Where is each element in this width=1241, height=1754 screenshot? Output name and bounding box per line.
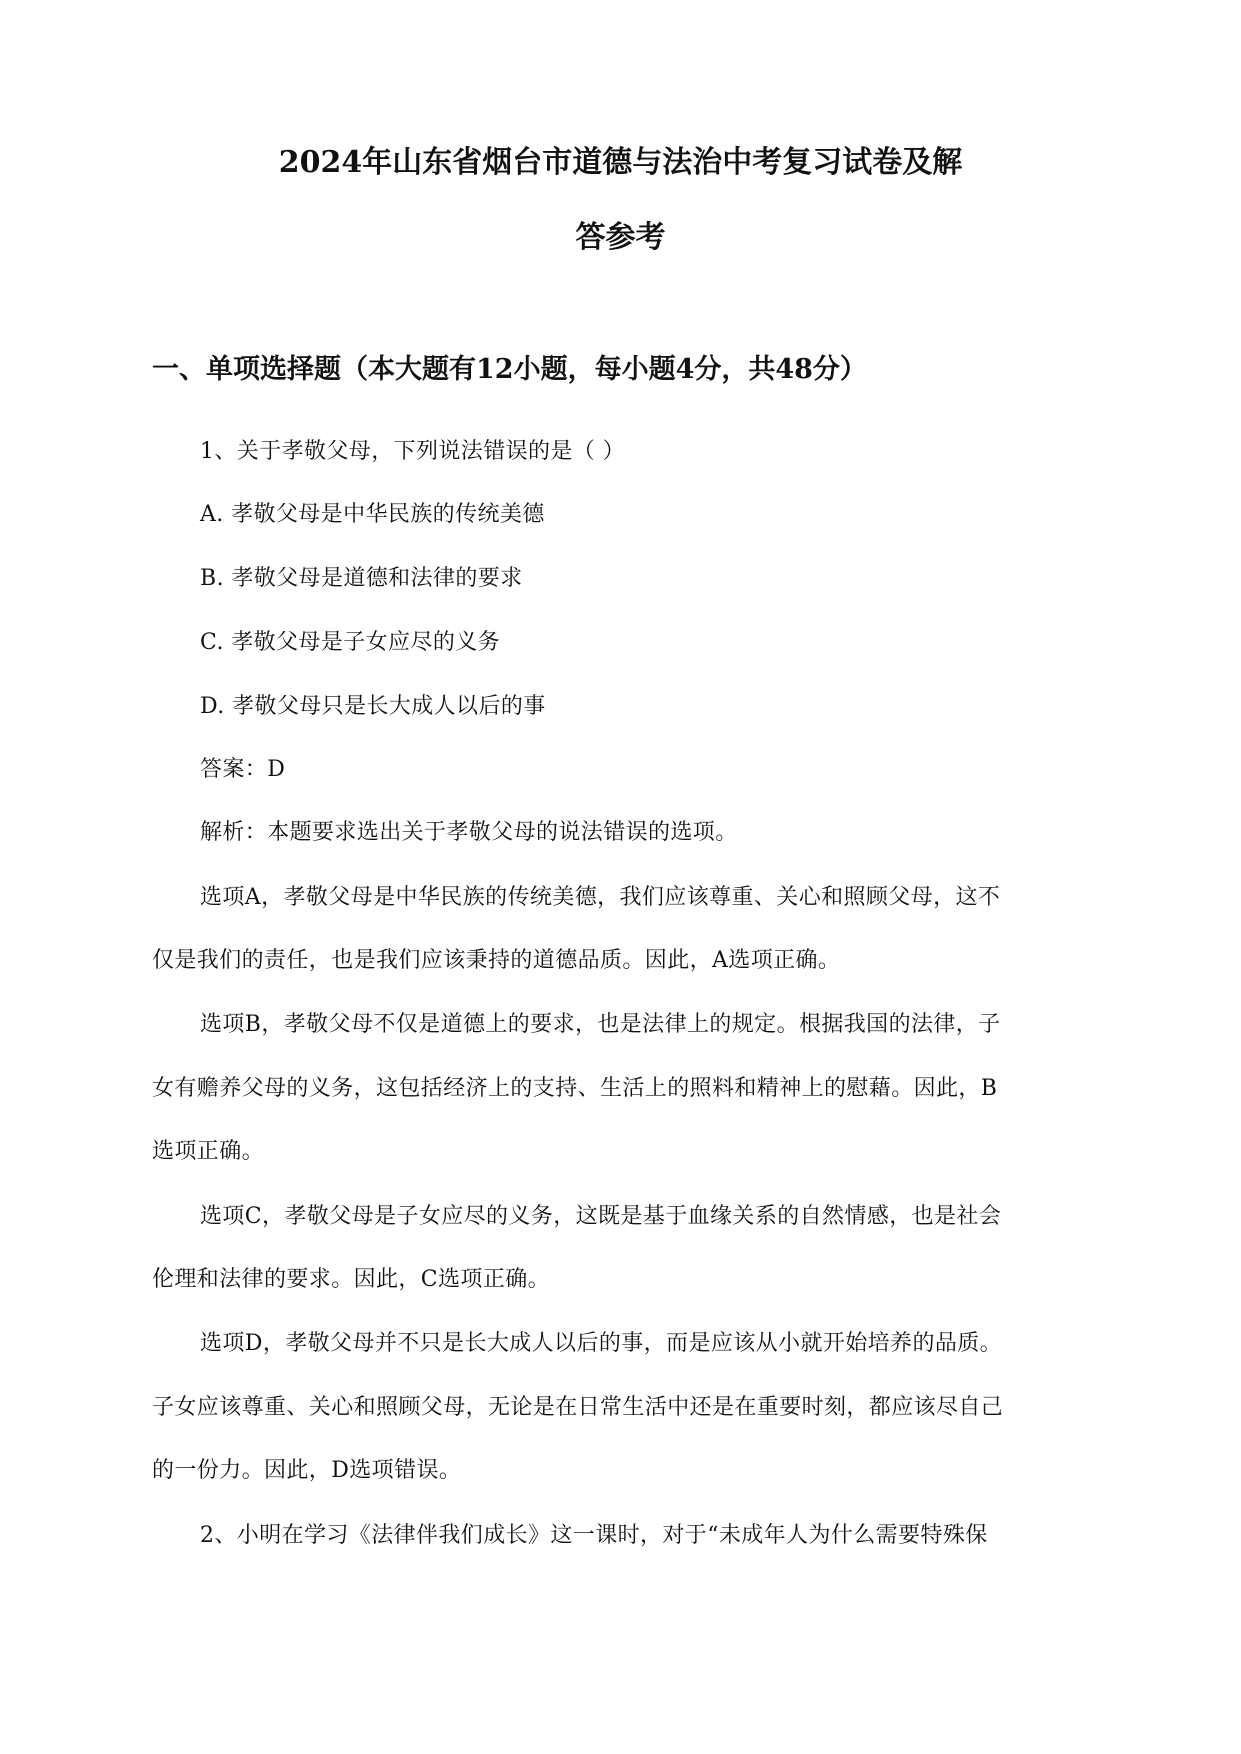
question-2-stem: 2、小明在学习《法律伴我们成长》这一课时，对于“未成年人为什么需要特殊保 <box>200 1523 988 1548</box>
analysis-b-line-1: 选项B，孝敬父母不仅是道德上的要求，也是法律上的规定。根据我国的法律，子 <box>200 1012 1001 1037</box>
analysis-b-line-3: 选项正确。 <box>152 1139 265 1164</box>
analysis-d-line-3: 的一份力。因此，D选项错误。 <box>152 1458 462 1483</box>
analysis-c-line-1: 选项C，孝敬父母是子女应尽的义务，这既是基于血缘关系的自然情感，也是社会 <box>200 1204 1002 1229</box>
question-1-option-a: A. 孝敬父母是中华民族的传统美德 <box>200 502 545 527</box>
question-1-option-c: C. 孝敬父母是子女应尽的义务 <box>200 630 501 655</box>
section-heading: 一、单项选择题（本大题有12小题，每小题4分，共48分） <box>152 354 867 385</box>
question-1-stem: 1、关于孝敬父母，下列说法错误的是（ ） <box>200 439 625 464</box>
analysis-b-line-2: 女有赡养父母的义务，这包括经济上的支持、生活上的照料和精神上的慰藉。因此，B <box>152 1076 998 1101</box>
analysis-c-line-2: 伦理和法律的要求。因此，C选项正确。 <box>152 1267 551 1292</box>
analysis-a-line-2: 仅是我们的责任，也是我们应该秉持的道德品质。因此，A选项正确。 <box>152 948 841 973</box>
analysis-d-line-1: 选项D，孝敬父母并不只是长大成人以后的事，而是应该从小就开始培养的品质。 <box>200 1331 1003 1356</box>
document-title-line-2: 答参考 <box>575 220 666 255</box>
document-title-line-1: 2024年山东省烟台市道德与法治中考复习试卷及解 <box>278 145 963 180</box>
analysis-d-line-2: 子女应该尊重、关心和照顾父母，无论是在日常生活中还是在重要时刻，都应该尽自己 <box>152 1395 1004 1420</box>
analysis-a-line-1: 选项A，孝敬父母是中华民族的传统美德，我们应该尊重、关心和照顾父母，这不 <box>200 885 1001 910</box>
question-1-option-b: B. 孝敬父母是道德和法律的要求 <box>200 566 523 591</box>
question-1-analysis-intro: 解析：本题要求选出关于孝敬父母的说法错误的选项。 <box>200 820 738 845</box>
question-1-answer: 答案：D <box>200 757 286 782</box>
question-1-option-d: D. 孝敬父母只是长大成人以后的事 <box>200 694 546 719</box>
